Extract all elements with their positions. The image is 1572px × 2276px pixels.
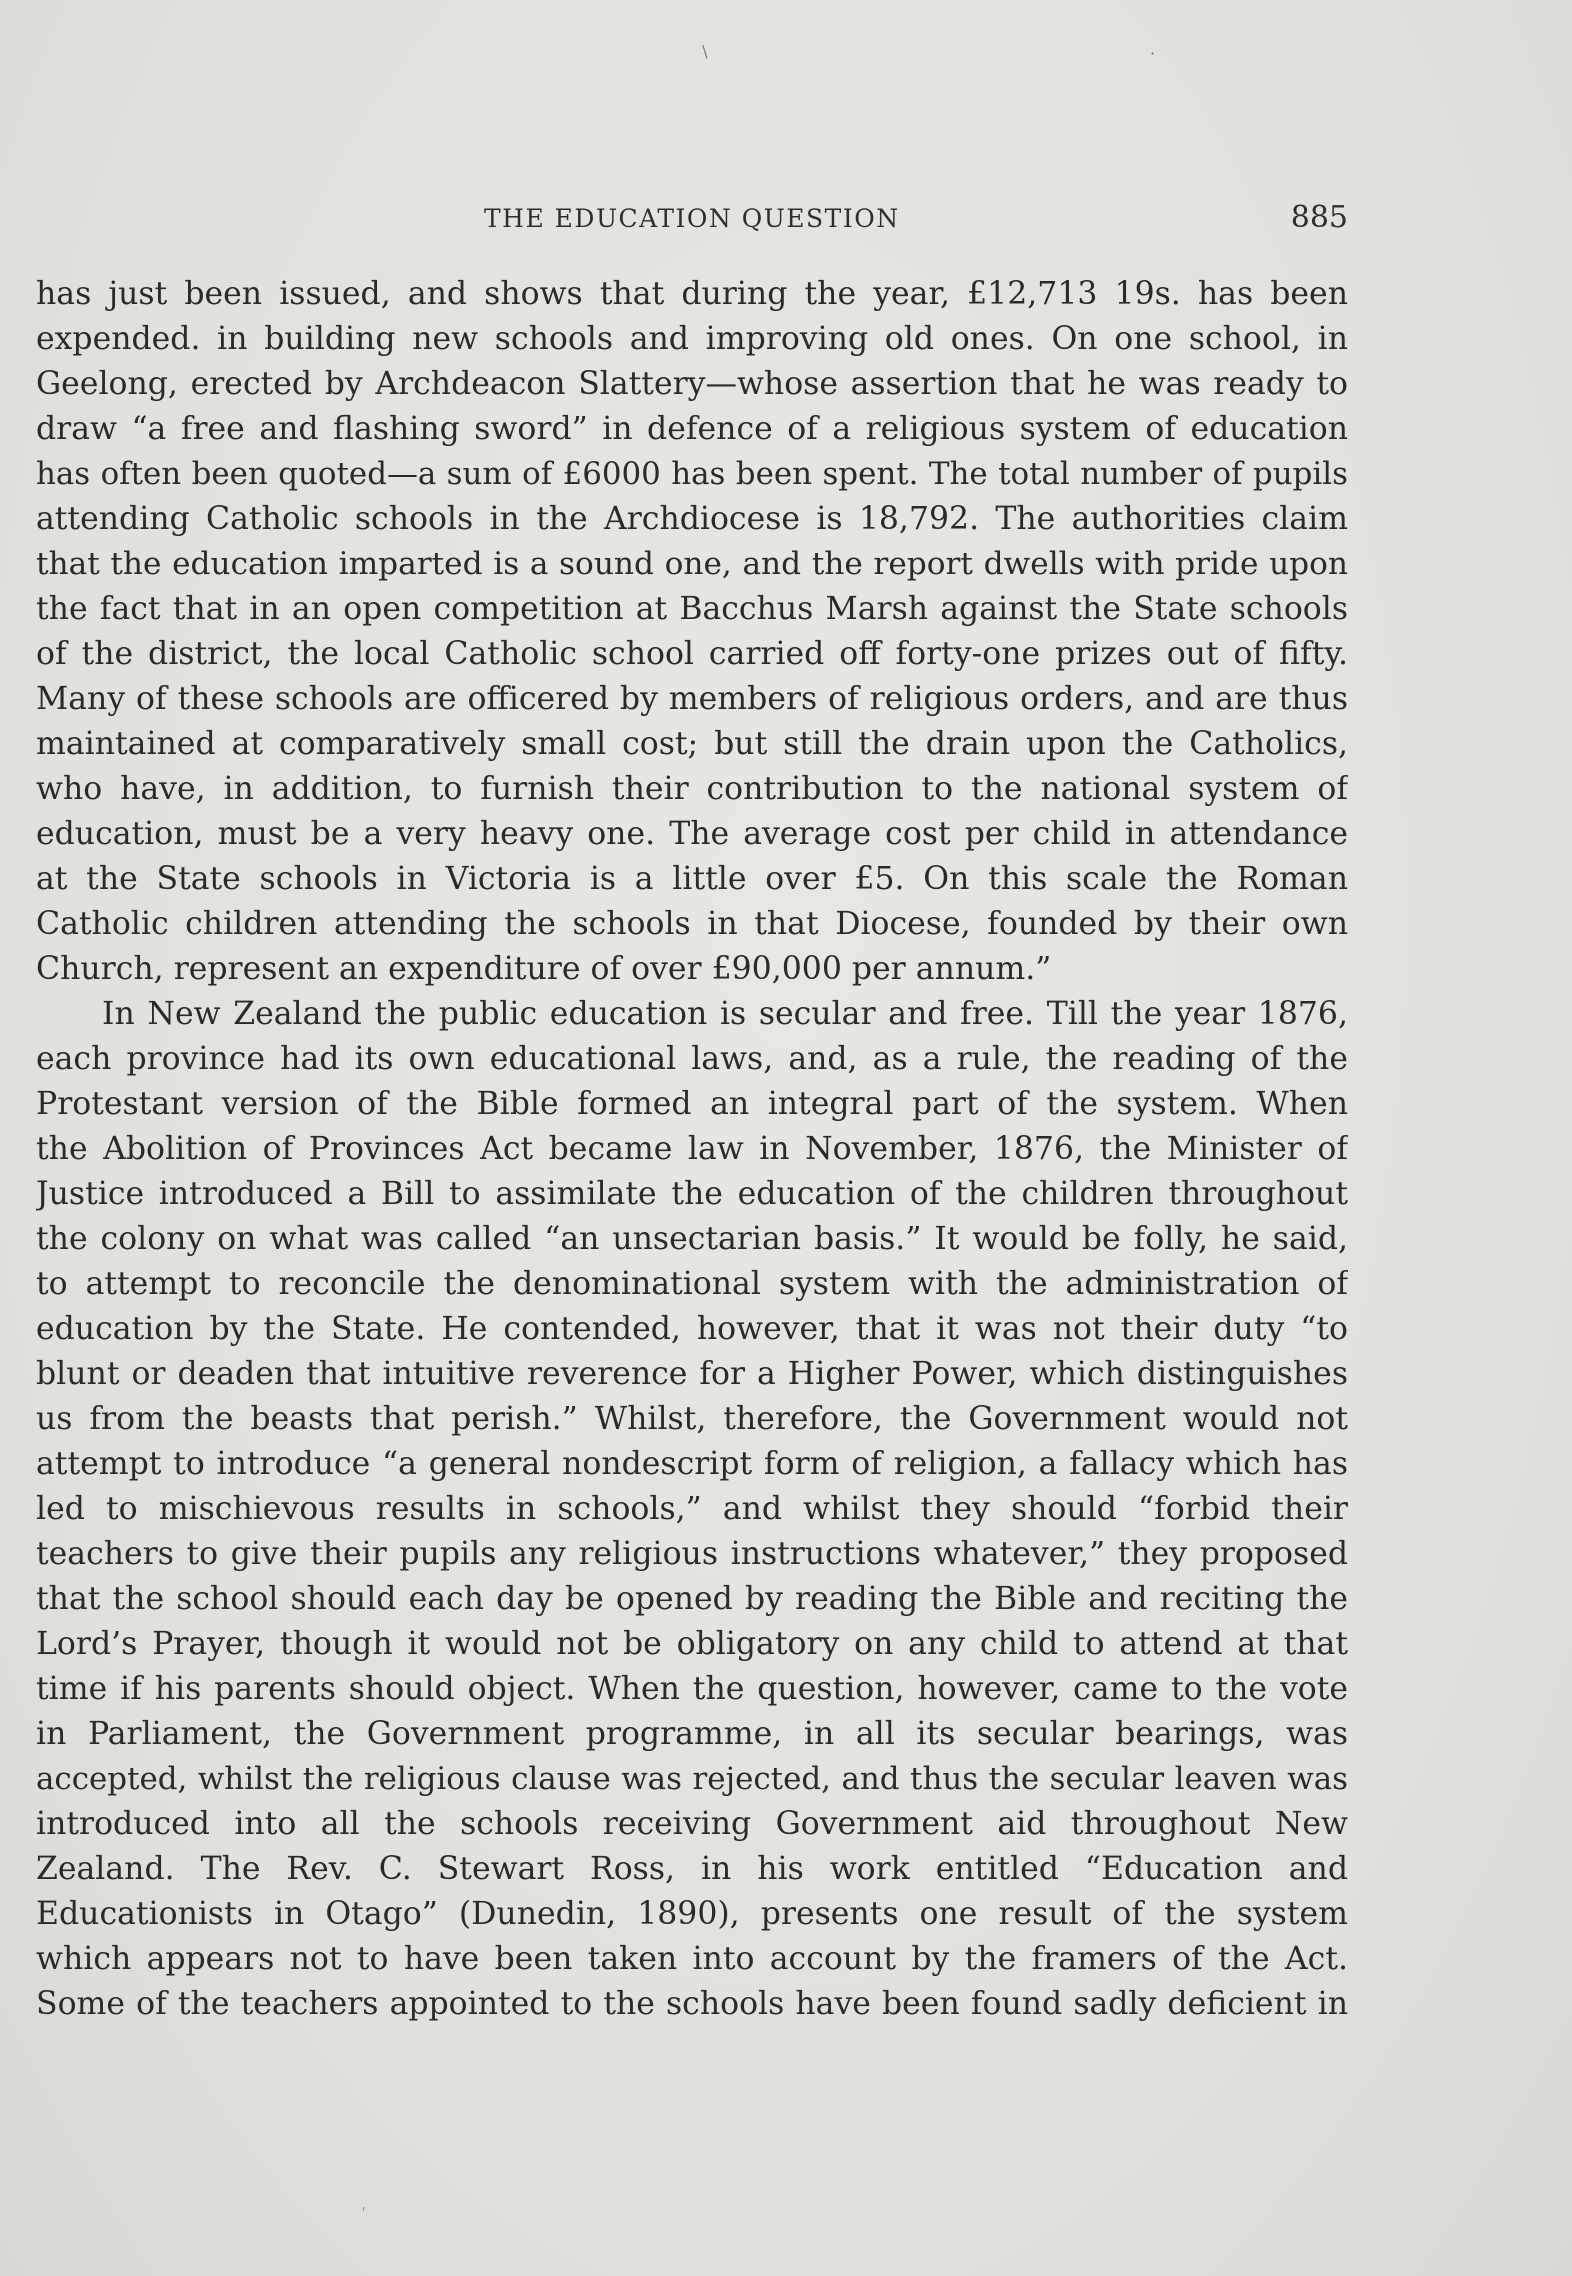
ink-mark-bottom: '	[362, 2205, 366, 2219]
page-header	[36, 200, 1348, 240]
text-line: to attempt to reconcile the denominational system with the administration of	[36, 1266, 1348, 1302]
text-line: the colony on what was called “an unsectarian basis.” It would be folly, he said,	[36, 1221, 1348, 1257]
text-line: has just been issued, and shows that during the year, £12,713 19s. has been	[36, 276, 1348, 312]
text-line: attempt to introduce “a general nondescript form of religion, a fallacy which has	[36, 1446, 1348, 1482]
page-number: 885	[1290, 200, 1348, 235]
text-line: led to mischievous results in schools,” and whilst they should “forbid their	[36, 1491, 1348, 1527]
text-line: Educationists in Otago” (Dunedin, 1890), presents one result of the system	[36, 1896, 1348, 1932]
text-line: the Abolition of Provinces Act became law in November, 1876, the Minister of	[36, 1131, 1348, 1167]
text-line: draw “a free and flashing sword” in defence of a religious system of education	[36, 411, 1348, 447]
text-line: Protestant version of the Bible formed an integral part of the system. When	[36, 1086, 1348, 1122]
text-line: time if his parents should object. When the question, however, came to the vote	[36, 1671, 1348, 1707]
text-line: that the education imparted is a sound one, and the report dwells with pride upon	[36, 546, 1348, 582]
text-line: each province had its own educational laws, and, as a rule, the reading of the	[36, 1041, 1348, 1077]
text-line: that the school should each day be opened by reading the Bible and reciting the	[36, 1581, 1348, 1617]
text-line: expended. in building new schools and improving old ones. On one school, in	[36, 321, 1348, 357]
ink-dot-top: ·	[1150, 44, 1156, 63]
running-head: THE EDUCATION QUESTION	[484, 204, 900, 233]
body-text	[36, 272, 1348, 2027]
text-line: Many of these schools are officered by members of religious orders, and are thus	[36, 681, 1348, 717]
text-line: of the district, the local Catholic school carried off forty-one prizes out of fifty.	[36, 636, 1348, 672]
text-line: education, must be a very heavy one. The average cost per child in attendance	[36, 816, 1348, 852]
text-line: attending Catholic schools in the Archdiocese is 18,792. The authorities claim	[36, 501, 1348, 537]
text-line: Catholic children attending the schools in that Diocese, founded by their own	[36, 906, 1348, 942]
text-line: the fact that in an open competition at Bacchus Marsh against the State schools	[36, 591, 1348, 627]
text-line: blunt or deaden that intuitive reverence for a Higher Power, which distinguishes	[36, 1356, 1348, 1392]
text-line: Geelong, erected by Archdeacon Slattery—whose assertion that he was ready to	[36, 366, 1348, 402]
text-line: us from the beasts that perish.” Whilst, therefore, the Government would not	[36, 1401, 1348, 1437]
text-line: introduced into all the schools receiving Government aid throughout New	[36, 1806, 1348, 1842]
text-line: maintained at comparatively small cost; but still the drain upon the Catholics,	[36, 726, 1348, 762]
text-line: Zealand. The Rev. C. Stewart Ross, in his work entitled “Education and	[36, 1851, 1348, 1887]
text-line: education by the State. He contended, however, that it was not their duty “to	[36, 1311, 1348, 1347]
text-line: in Parliament, the Government programme, in all its secular bearings, was	[36, 1716, 1348, 1752]
text-line: Lord’s Prayer, though it would not be obligatory on any child to attend at that	[36, 1626, 1348, 1662]
text-line: Some of the teachers appointed to the schools have been found sadly deficient in	[36, 1986, 1348, 2022]
text-line: teachers to give their pupils any religious instructions whatever,” they proposed	[36, 1536, 1348, 1572]
text-line: at the State schools in Victoria is a little over £5. On this scale the Roman	[36, 861, 1348, 897]
text-line: which appears not to have been taken into account by the framers of the Act.	[36, 1941, 1348, 1977]
text-line: accepted, whilst the religious clause was rejected, and thus the secular leaven was	[36, 1761, 1348, 1797]
paragraph-start-line: In New Zealand the public education is secular and free. Till the year 1876,	[102, 996, 1348, 1032]
ink-mark-top: /	[697, 42, 713, 61]
text-line: Justice introduced a Bill to assimilate the education of the children throughout	[36, 1176, 1348, 1212]
paragraph-end-line: Church, represent an expenditure of over £90,000 per annum.”	[36, 951, 1052, 987]
text-line: has often been quoted—a sum of £6000 has been spent. The total number of pupils	[36, 456, 1348, 492]
text-line: who have, in addition, to furnish their contribution to the national system of	[36, 771, 1348, 807]
